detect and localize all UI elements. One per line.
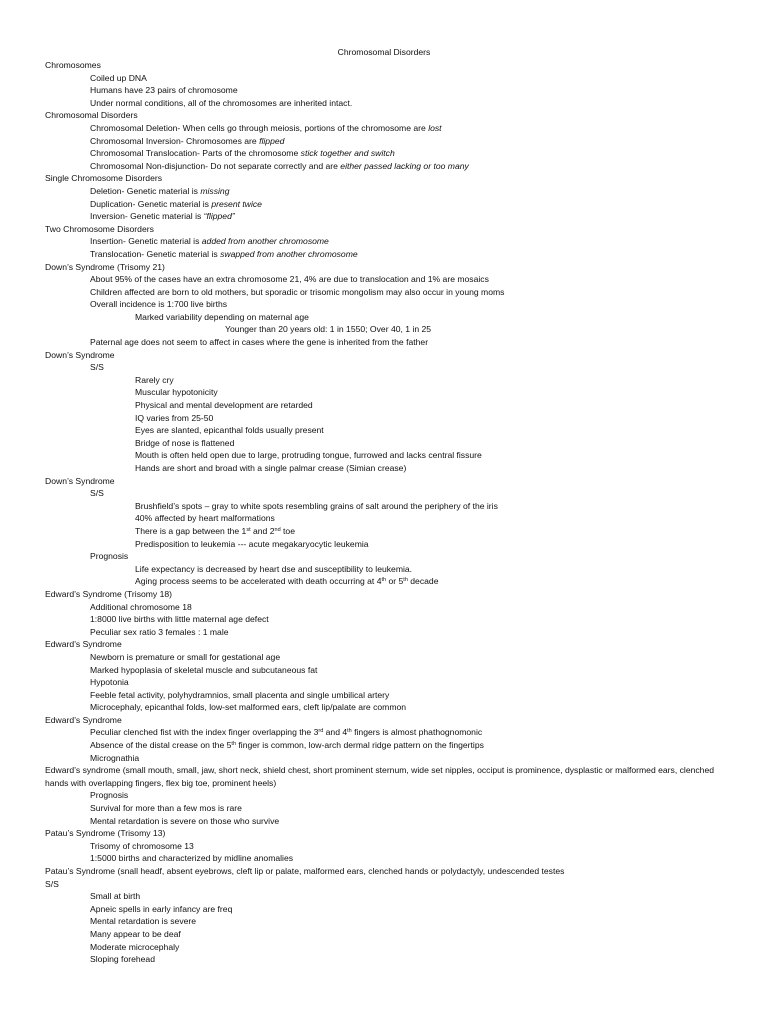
text-run: Brushfield’s spots – gray to white spots resembling grains of salt around the periphery of the iris — [135, 500, 498, 511]
outline-item — [45, 701, 735, 714]
text-run: Edward’s Syndrome (Trisomy 18) — [45, 588, 173, 599]
outline-item — [45, 500, 735, 513]
text-run: and 4 — [323, 727, 348, 738]
italic-text: present twice — [211, 198, 262, 209]
outline-item — [45, 941, 735, 954]
outline-item — [45, 437, 735, 450]
text-run: Prognosis — [90, 551, 129, 562]
text-run: Overall incidence is 1:700 live births — [90, 299, 228, 310]
text-run: Mental retardation is severe — [90, 916, 197, 927]
text-run: finger is common, low-arch dermal ridge pattern on the fingertips — [236, 740, 484, 751]
outline-item — [45, 160, 735, 173]
outline-item — [45, 487, 735, 500]
text-run: Chromosomal Translocation- Parts of the chromosome — [90, 148, 301, 159]
text-run: S/S — [45, 878, 59, 889]
text-run: Down’s Syndrome — [45, 475, 115, 486]
text-run: Single Chromosome Disorders — [45, 173, 163, 184]
text-run: Younger than 20 years old: 1 in 1550; Over 40, 1 in 25 — [225, 324, 432, 335]
text-run: Down’s Syndrome (Trisomy 21) — [45, 261, 165, 272]
outline-item — [45, 752, 735, 765]
outline-item — [45, 185, 735, 198]
text-run: Down’s Syndrome — [45, 349, 115, 360]
outline-item — [45, 374, 735, 387]
text-run: Chromosomal Non-disjunction- Do not separate correctly and are — [90, 160, 341, 171]
italic-text: either passed lacking or too many — [340, 160, 469, 171]
outline-heading — [45, 59, 735, 72]
text-run: Deletion- Genetic material is — [90, 185, 201, 196]
outline-item — [45, 198, 735, 211]
text-run: Under normal conditions, all of the chromosomes are inherited intact. — [90, 97, 353, 108]
text-run: 1:5000 births and characterized by midline anomalies — [90, 853, 294, 864]
text-run: Coiled up DNA — [90, 72, 147, 83]
outline-item — [45, 336, 735, 349]
text-run: Humans have 23 pairs of chromosome — [90, 85, 238, 96]
text-run: Inversion- Genetic material is — [90, 211, 204, 222]
outline-item — [45, 286, 735, 299]
text-run: Aging process seems to be accelerated with death occurring at 4 — [135, 576, 382, 587]
outline-item — [45, 386, 735, 399]
outline-item — [45, 311, 735, 324]
outline-item — [45, 651, 735, 664]
superscript-text: st — [246, 526, 251, 533]
outline-item — [45, 97, 735, 110]
text-run: 40% affected by heart malformations — [135, 513, 275, 524]
text-run: Chromosomal Deletion- When cells go through meiosis, portions of the chromosome are — [90, 122, 429, 133]
outline-item — [45, 903, 735, 916]
italic-text: flipped — [259, 135, 285, 146]
text-run: Chromosomes — [45, 60, 101, 70]
outline-heading — [45, 588, 735, 601]
superscript-text: rd — [318, 728, 324, 735]
outline-item — [45, 273, 735, 286]
outline-item — [45, 613, 735, 626]
document-body — [45, 59, 735, 966]
text-run: About 95% of the cases have an extra chromosome 21, 4% are due to translocation and 1% are mosaics — [90, 274, 489, 285]
outline-heading — [45, 172, 735, 185]
outline-item — [45, 626, 735, 639]
italic-text: stick together and switch — [300, 148, 395, 159]
text-run: Life expectancy is decreased by heart dse and susceptibility to leukemia. — [135, 563, 413, 574]
outline-item — [45, 72, 735, 85]
text-run: Hypotonia — [90, 677, 129, 688]
text-run: Paternal age does not seem to affect in cases where the gene is inherited from the father — [90, 337, 429, 348]
document-title: Chromosomal Disorders — [337, 47, 431, 57]
outline-item — [45, 525, 735, 538]
outline-heading — [45, 827, 735, 840]
text-run: S/S — [90, 362, 104, 373]
text-run: Micrognathia — [90, 752, 140, 763]
outline-heading — [45, 475, 735, 488]
outline-item — [45, 928, 735, 941]
text-run: toe — [280, 525, 295, 536]
text-run: Edward’s syndrome (small mouth, small, jaw, short neck, shield chest, short prominent sternum, wide set nipples, occiput is prominence, dysplastic or malformed ears, clenched hands with overlapping fingers, flex big toe, prominent heels) — [45, 765, 715, 788]
text-run: Moderate microcephaly — [90, 941, 180, 952]
outline-item — [45, 664, 735, 677]
text-run: Feeble fetal activity, polyhydramnios, small placenta and single umbilical artery — [90, 689, 390, 700]
outline-item — [45, 802, 735, 815]
outline-item — [45, 424, 735, 437]
italic-text: added from another chromosome — [201, 236, 329, 247]
italic-text: “flipped” — [203, 211, 235, 222]
outline-item — [45, 575, 735, 588]
text-run: Predisposition to leukemia --- acute megakaryocytic leukemia — [135, 538, 369, 549]
text-run: Duplication- Genetic material is — [90, 198, 212, 209]
text-run: Newborn is premature or small for gestational age — [90, 651, 281, 662]
outline-heading — [45, 638, 735, 651]
outline-item — [45, 323, 735, 336]
text-run: Apneic spells in early infancy are freq — [90, 903, 233, 914]
text-run: Chromosomal Disorders — [45, 110, 138, 121]
text-run: Absence of the distal crease on the 5 — [90, 740, 232, 751]
text-run: fingers is almost phathognomonic — [351, 727, 483, 738]
outline-heading — [45, 764, 735, 789]
text-run: Small at birth — [90, 891, 141, 902]
outline-item — [45, 298, 735, 311]
outline-heading — [45, 865, 735, 878]
superscript-text: th — [381, 577, 387, 584]
outline-item — [45, 147, 735, 160]
outline-heading — [45, 714, 735, 727]
outline-heading — [45, 223, 735, 236]
text-run: Translocation- Genetic material is — [90, 248, 221, 259]
text-run: Mouth is often held open due to large, protruding tongue, furrowed and lacks central fissure — [135, 450, 482, 461]
text-run: Children affected are born to old mothers, but sporadic or trisomic mongolism may also occur in young moms — [90, 286, 505, 297]
text-run: Marked hypoplasia of skeletal muscle and subcutaneous fat — [90, 664, 318, 675]
outline-item — [45, 915, 735, 928]
outline-item — [45, 248, 735, 261]
text-run: Marked variability depending on maternal age — [135, 311, 309, 322]
outline-item — [45, 563, 735, 576]
outline-heading — [45, 878, 735, 891]
outline-item — [45, 852, 735, 865]
text-run: Patau’s Syndrome (snall headf, absent eyebrows, cleft lip or palate, malformed ears, clenched hands or polydactyly, undescended testes — [45, 866, 565, 876]
italic-text: swapped from another chromosome — [220, 248, 358, 259]
outline-item — [45, 601, 735, 614]
text-run: Prognosis — [90, 790, 129, 801]
superscript-text: th — [347, 728, 352, 735]
outline-item — [45, 890, 735, 903]
text-run: Hands are short and broad with a single palmar crease (Simian crease) — [135, 463, 407, 473]
text-run: Two Chromosome Disorders — [45, 223, 154, 234]
text-run: Bridge of nose is flattened — [135, 437, 235, 448]
outline-item — [45, 449, 735, 462]
text-run: Muscular hypotonicity — [135, 387, 218, 398]
outline-item — [45, 676, 735, 689]
text-run: Peculiar clenched fist with the index finger overlapping the 3 — [90, 727, 319, 738]
outline-item — [45, 840, 735, 853]
text-run: S/S — [90, 488, 104, 499]
text-run: decade — [407, 576, 439, 587]
outline-item — [45, 135, 735, 148]
italic-text: lost — [428, 122, 442, 133]
text-run: Edward’s Syndrome — [45, 639, 122, 650]
text-run: There is a gap between the 1 — [135, 525, 247, 536]
text-run: Insertion- Genetic material is — [90, 236, 202, 247]
outline-item — [45, 84, 735, 97]
outline-item — [45, 210, 735, 223]
outline-item — [45, 739, 735, 752]
text-run: Trisomy of chromosome 13 — [90, 840, 194, 851]
outline-item — [45, 550, 735, 563]
text-run: Mental retardation is severe on those who survive — [90, 815, 280, 826]
outline-heading — [45, 349, 735, 362]
outline-item — [45, 689, 735, 702]
text-run: Eyes are slanted, epicanthal folds usually present — [135, 425, 324, 436]
text-run: Edward’s Syndrome — [45, 714, 122, 725]
outline-item — [45, 361, 735, 374]
outline-item — [45, 726, 735, 739]
outline-item — [45, 789, 735, 802]
text-run: Patau’s Syndrome (Trisomy 13) — [45, 828, 166, 839]
text-run: Rarely cry — [135, 374, 174, 385]
outline-item — [45, 399, 735, 412]
text-run: Microcephaly, epicanthal folds, low-set malformed ears, cleft lip/palate are common — [90, 702, 407, 713]
text-run: and 2 — [250, 525, 275, 536]
text-run: Sloping forehead — [90, 954, 155, 965]
outline-heading — [45, 261, 735, 274]
outline-item — [45, 235, 735, 248]
text-run: Physical and mental development are retarded — [135, 400, 313, 411]
text-run: Chromosomal Inversion- Chromosomes are — [90, 135, 260, 146]
text-run: Many appear to be deaf — [90, 928, 181, 939]
superscript-text: th — [403, 577, 408, 584]
italic-text: missing — [200, 185, 230, 196]
superscript-text: nd — [274, 526, 281, 533]
outline-item — [45, 953, 735, 966]
text-run: IQ varies from 25-50 — [135, 412, 214, 423]
outline-item — [45, 538, 735, 551]
outline-item — [45, 412, 735, 425]
outline-item — [45, 122, 735, 135]
text-run: 1:8000 live births with little maternal age defect — [90, 614, 269, 625]
superscript-text: th — [231, 741, 237, 748]
outline-heading — [45, 109, 735, 122]
outline-item — [45, 815, 735, 828]
text-run: Survival for more than a few mos is rare — [90, 803, 242, 814]
text-run: or 5 — [386, 576, 404, 587]
outline-item — [45, 462, 735, 475]
outline-item — [45, 512, 735, 525]
text-run: Peculiar sex ratio 3 females : 1 male — [90, 626, 229, 637]
text-run: Additional chromosome 18 — [90, 601, 192, 612]
